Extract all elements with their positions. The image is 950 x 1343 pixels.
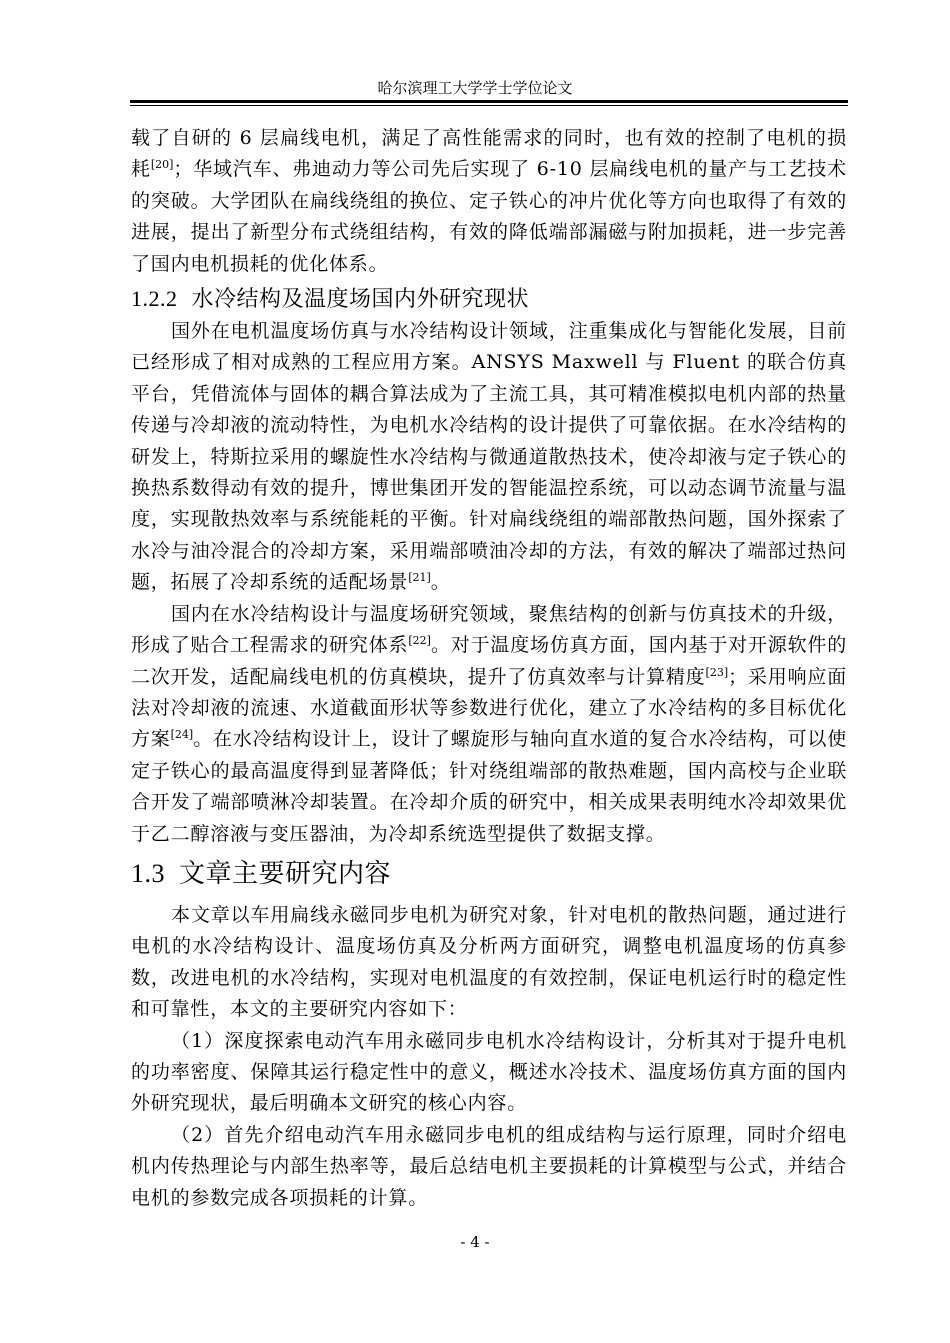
header-rule-thick [130,100,848,103]
running-header: 哈尔滨理工大学学士学位论文 [377,79,573,97]
body-text [131,123,847,1214]
list-item-1: （1）深度探索电动汽车用永磁同步电机水冷结构设计，分析其对于提升电机的功率密度、保障其运行稳定性中的意义，概述水冷技术、温度场仿真方面的国内外研究现状，最后明确本文研究的核心内容。 [131,1029,847,1115]
list-item-2: （2）首先介绍电动汽车用永磁同步电机的组成结构与运行原理，同时介绍电机内传热理论与内部生热率等，最后总结电机主要损耗的计算模型与公式，并结合电机的参数完成各项损耗的计算。 [131,1123,847,1209]
header-rule-thin [130,105,848,106]
paragraph-domestic-research: 国内在水冷结构设计与温度场研究领域，聚焦结构的创新与仿真技术的升级，形成了贴合工程需求的研究体系[22]。对于温度场仿真方面，国内基于对开源软件的二次开发，适配扁线电机的仿真模块，提升了仿真效率与计算精度[23]；采用响应面法对冷却液的流速、水道截面形状等参数进行优化，建立了水冷结构的多目标优化方案[24]。在水冷结构设计上，设计了螺旋形与轴向直水道的复合水冷结构，可以使定子铁心的最高温度得到显著降低；针对绕组端部的散热难题，国内高校与企业联合开发了端部喷淋冷却装置。在冷却介质的研究中，相关成果表明纯水冷却效果优于乙二醇溶液与变压器油，为冷却系统选型提供了数据支撑。 [131,602,847,845]
citation-20: [20] [150,158,174,172]
paragraph-foreign-research: 国外在电机温度场仿真与水冷结构设计领域，注重集成化与智能化发展，目前已经形成了相对成熟的工程应用方案。ANSYS Maxwell 与 Fluent 的联合仿真平台，凭借流体与固体的耦合算法成为了主流工具，其可精准模拟电机内部的热量传递与冷却液的流动特性，为电机水冷结构的设计提供了可靠依据。在水冷结构的研发上，特斯拉采用的螺旋性水冷结构与微通道散热技术，使冷却液与定子铁心的换热系数得动有效的提升，博世集团开发的智能温控系统，可以动态调节流量与温度，实现散热效率与系统能耗的平衡。针对扁线绕组的端部散热问题，国外探索了水冷与油冷混合的冷却方案，采用端部喷油冷却的方法，有效的解决了端部过热问题，拓展了冷却系统的适配场景[21]。 [131,320,847,594]
page-number: - 4 - [460,1233,490,1251]
citation-22: [22] [408,634,431,648]
paragraph-continued: 载了自研的 6 层扁线电机，满足了高性能需求的同时，也有效的控制了电机的损耗[20]；华域汽车、弗迪动力等公司先后实现了 6-10 层扁线电机的量产与工艺技术的突破。大学团队在扁线绕组的换位、定子铁心的冲片优化等方向也取得了有效的进展，提出了新型分布式绕组结构，有效的降低端部漏磁与附加损耗，进一步完善了国内电机损耗的优化体系。 [131,127,847,275]
section-heading-1-2-2: 1.2.2 水冷结构及温度场国内外研究现状 [131,286,530,313]
citation-21: [21] [408,571,431,585]
citation-23: [23] [705,665,729,679]
paragraph-research-content: 本文章以车用扁线永磁同步电机为研究对象，针对电机的散热问题，通过进行电机的水冷结构设计、温度场仿真及分析两方面研究，调整电机温度场的仿真参数，改进电机的水冷结构，实现对电机温度的有效控制，保证电机运行时的稳定性和可靠性，本文的主要研究内容如下： [131,903,847,1021]
citation-24: [24] [170,728,194,742]
section-heading-1-3: 1.3 文章主要研究内容 [131,858,392,889]
